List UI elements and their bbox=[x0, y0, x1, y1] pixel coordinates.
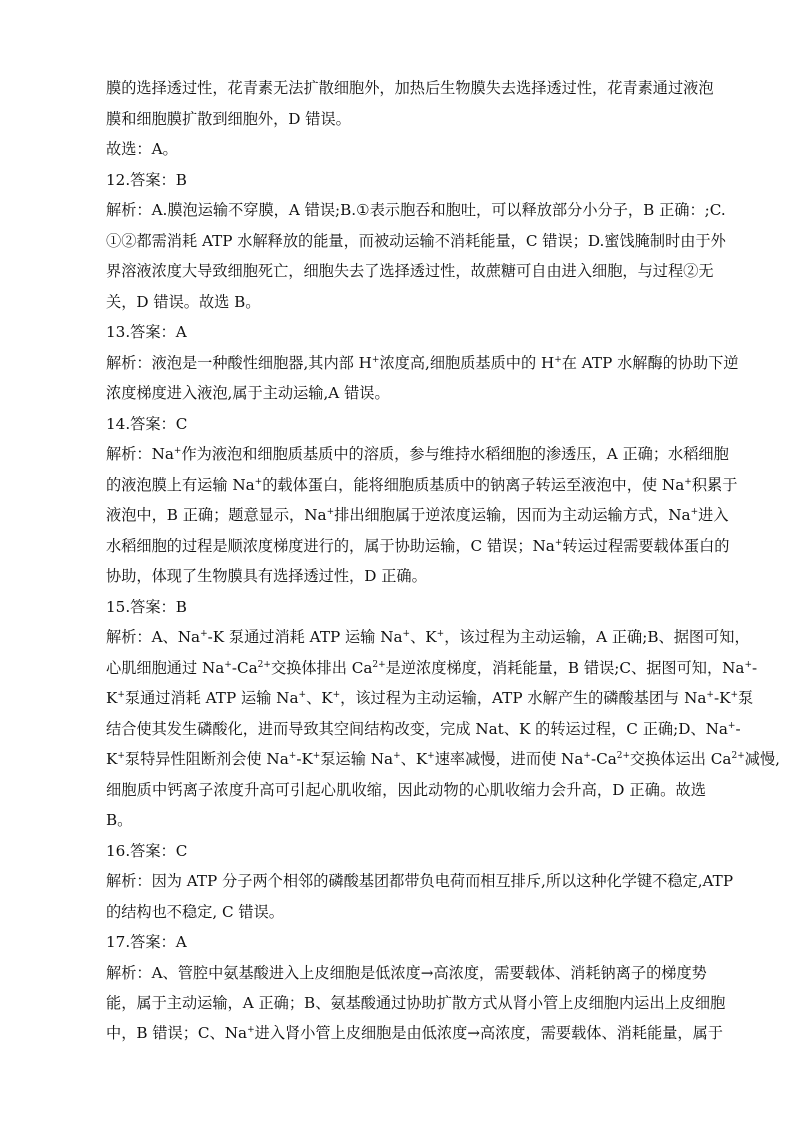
text-segment: 泵特异性阻断剂会使 Na bbox=[124, 750, 289, 768]
text-segment: 界溶液浓度大导致细胞死亡，细胞失去了选择透过性，故蔗糖可自由进入细胞，与过程②无 bbox=[106, 262, 714, 280]
superscript-charge: + bbox=[298, 690, 307, 700]
superscript-charge: + bbox=[436, 629, 445, 639]
text-segment: 细胞质中钙离子浓度升高可引起心肌收缩，因此动物的心肌收缩力会升高，D 正确。故选 bbox=[106, 781, 706, 799]
text-line bbox=[106, 654, 758, 683]
superscript-charge: + bbox=[684, 477, 692, 487]
text-segment: -K 泵通过消耗 ATP 运输 Na bbox=[207, 628, 403, 646]
text-segment: 排出细胞属于逆浓度运输，因而为主动运输方式，Na bbox=[334, 506, 691, 524]
text-segment: -Ca bbox=[231, 659, 258, 677]
superscript-charge: + bbox=[224, 660, 232, 670]
superscript-charge: + bbox=[730, 690, 738, 700]
text-segment: 水稻细胞的过程是顺浓度梯度进行的，属于协助运输，C 错误；Na bbox=[106, 537, 555, 555]
superscript-charge: + bbox=[744, 660, 753, 670]
superscript-charge: + bbox=[554, 355, 562, 365]
text-segment: -K bbox=[713, 689, 731, 707]
text-segment: 是逆浓度梯度，消耗能量，B 错误;C、据图可知，Na bbox=[385, 659, 745, 677]
text-segment: 解析：A、管腔中氨基酸进入上皮细胞是低浓度→高浓度，需要载体、消耗钠离子的梯度势 bbox=[106, 964, 707, 982]
text-segment: -Ca bbox=[590, 750, 617, 768]
text-segment: 作为液泡和细胞质基质中的溶质，参与维持水稻细胞的渗透压，A 正确；水稻细胞 bbox=[181, 445, 729, 463]
text-line bbox=[106, 959, 706, 988]
text-segment: 解析：A、Na bbox=[106, 628, 201, 646]
text-line bbox=[106, 135, 706, 164]
text-segment: 积累于 bbox=[691, 476, 738, 494]
text-segment: 能，属于主动运输，A 正确；B、氨基酸通过协助扩散方式从肾小管上皮细胞内运出上皮细胞 bbox=[106, 994, 726, 1012]
superscript-charge: + bbox=[727, 721, 736, 731]
superscript-charge: + bbox=[247, 1025, 255, 1035]
text-segment: 的液泡膜上有运输 Na bbox=[106, 476, 255, 494]
text-segment: 、K bbox=[410, 628, 437, 646]
superscript-charge: 2+ bbox=[616, 751, 631, 761]
text-segment: 进入 bbox=[698, 506, 729, 524]
superscript-charge: + bbox=[427, 751, 435, 761]
text-line bbox=[106, 1019, 723, 1048]
text-line bbox=[106, 684, 754, 713]
text-segment: 14.答案：C bbox=[106, 415, 188, 433]
text-line bbox=[106, 501, 729, 530]
superscript-charge: + bbox=[690, 507, 699, 517]
text-segment: 转运过程需要载体蛋白的 bbox=[562, 537, 730, 555]
superscript-charge: + bbox=[332, 690, 341, 700]
text-segment: ①②都需消耗 ATP 水解释放的能量，而被动运输不消耗能量，C 错误；D.蜜饯腌制时由于外 bbox=[106, 232, 726, 250]
text-segment: 减慢, bbox=[744, 750, 780, 768]
answer-heading-line bbox=[106, 318, 706, 347]
answer-heading-line bbox=[106, 410, 706, 439]
text-line bbox=[106, 776, 706, 805]
text-segment: 泵运输 Na bbox=[320, 750, 394, 768]
answer-heading-line bbox=[106, 837, 706, 866]
answer-heading-line bbox=[106, 928, 706, 957]
text-segment: K bbox=[106, 689, 118, 707]
text-segment: 协助，体现了生物膜具有选择透过性，D 正确。 bbox=[106, 567, 427, 585]
text-segment: 故选：A。 bbox=[106, 140, 178, 158]
superscript-charge: + bbox=[173, 446, 182, 456]
text-segment: 16.答案：C bbox=[106, 842, 188, 860]
superscript-charge: + bbox=[371, 355, 380, 365]
text-line bbox=[106, 867, 734, 896]
superscript-charge: + bbox=[326, 507, 335, 517]
text-line bbox=[106, 989, 726, 1018]
superscript-charge: + bbox=[117, 690, 125, 700]
answer-heading-line bbox=[106, 593, 706, 622]
text-segment: ，该过程为主动运输，A 正确;B、据图可知， bbox=[444, 628, 750, 646]
text-segment: 心肌细胞通过 Na bbox=[106, 659, 225, 677]
text-line bbox=[106, 257, 714, 286]
superscript-charge: 2+ bbox=[372, 660, 386, 670]
text-segment: 膜和细胞膜扩散到细胞外，D 错误。 bbox=[106, 110, 351, 128]
answer-heading-line bbox=[106, 166, 706, 195]
text-segment: 交换体运出 Ca bbox=[630, 750, 732, 768]
text-line bbox=[106, 288, 706, 317]
text-segment: 解析：因为 ATP 分子两个相邻的磷酸基团都带负电荷而相互排斥,所以这种化学键不稳定,ATP bbox=[106, 872, 734, 890]
superscript-charge: + bbox=[583, 751, 591, 761]
text-segment: 13.答案：A bbox=[106, 323, 187, 341]
text-segment: -K bbox=[296, 750, 313, 768]
superscript-charge: + bbox=[117, 751, 125, 761]
text-segment: 浓度梯度进入液泡,属于主动运输,A 错误。 bbox=[106, 384, 390, 402]
text-line bbox=[106, 898, 706, 927]
superscript-charge: + bbox=[554, 538, 563, 548]
superscript-charge: + bbox=[312, 751, 321, 761]
text-segment: 泵通过消耗 ATP 运输 Na bbox=[124, 689, 299, 707]
text-segment: 液泡中，B 正确；题意显示，Na bbox=[106, 506, 327, 524]
text-segment: 解析：液泡是一种酸性细胞器,其内部 H bbox=[106, 354, 372, 372]
text-line bbox=[106, 623, 750, 652]
text-segment: 中，B 错误；C、Na bbox=[106, 1024, 248, 1042]
text-segment: 膜的选择透过性，花青素无法扩散细胞外，加热后生物膜失去选择透过性，花青素通过液泡 bbox=[106, 79, 714, 97]
text-segment: 的结构也不稳定, C 错误。 bbox=[106, 903, 284, 921]
superscript-charge: + bbox=[393, 751, 401, 761]
text-line bbox=[106, 196, 726, 225]
text-segment: 解析：A.膜泡运输不穿膜，A 错误;B.①表示胞吞和胞吐，可以释放部分小分子，B 正确：;C. bbox=[106, 201, 726, 219]
text-line bbox=[106, 379, 706, 408]
text-segment: - bbox=[735, 720, 741, 738]
text-line bbox=[106, 105, 706, 134]
text-line bbox=[106, 806, 706, 835]
text-line bbox=[106, 349, 739, 378]
text-line bbox=[106, 532, 730, 561]
text-line bbox=[106, 440, 729, 469]
text-segment: ，该过程为主动运输，ATP 水解产生的磷酸基团与 Na bbox=[340, 689, 707, 707]
text-line bbox=[106, 745, 780, 774]
superscript-charge: + bbox=[288, 751, 297, 761]
text-segment: 解析：Na bbox=[106, 445, 174, 463]
text-segment: 12.答案：B bbox=[106, 171, 187, 189]
text-segment: 交换体排出 Ca bbox=[270, 659, 373, 677]
text-segment: 在 ATP 水解酶的协助下逆 bbox=[561, 354, 739, 372]
superscript-charge: 2+ bbox=[257, 660, 271, 670]
text-segment: 进入肾小管上皮细胞是由低浓度→高浓度，需要载体、消耗能量，属于 bbox=[254, 1024, 723, 1042]
text-segment: 的载体蛋白，能将细胞质基质中的钠离子转运至液泡中，使 Na bbox=[262, 476, 685, 494]
text-segment: 、K bbox=[400, 750, 428, 768]
text-segment: 速率减慢，进而使 Na bbox=[434, 750, 584, 768]
text-segment: 17.答案：A bbox=[106, 933, 187, 951]
superscript-charge: 2+ bbox=[731, 751, 745, 761]
text-segment: K bbox=[106, 750, 118, 768]
text-segment: - bbox=[752, 659, 758, 677]
text-segment: 结合使其发生磷酸化，进而导致其空间结构改变，完成 Nat、K 的转运过程，C 正确;D、Na bbox=[106, 720, 728, 738]
text-segment: 、K bbox=[306, 689, 333, 707]
text-line bbox=[106, 227, 726, 256]
text-segment: 15.答案：B bbox=[106, 598, 187, 616]
superscript-charge: + bbox=[200, 629, 208, 639]
superscript-charge: + bbox=[254, 477, 263, 487]
text-line bbox=[106, 74, 714, 103]
text-segment: 关，D 错误。故选 B。 bbox=[106, 293, 261, 311]
text-segment: 浓度高,细胞质基质中的 H bbox=[379, 354, 555, 372]
text-line bbox=[106, 471, 738, 500]
superscript-charge: + bbox=[706, 690, 714, 700]
text-segment: 泵 bbox=[738, 689, 754, 707]
superscript-charge: + bbox=[402, 629, 411, 639]
text-line bbox=[106, 562, 706, 591]
text-segment: B。 bbox=[106, 811, 133, 829]
text-line bbox=[106, 715, 741, 744]
